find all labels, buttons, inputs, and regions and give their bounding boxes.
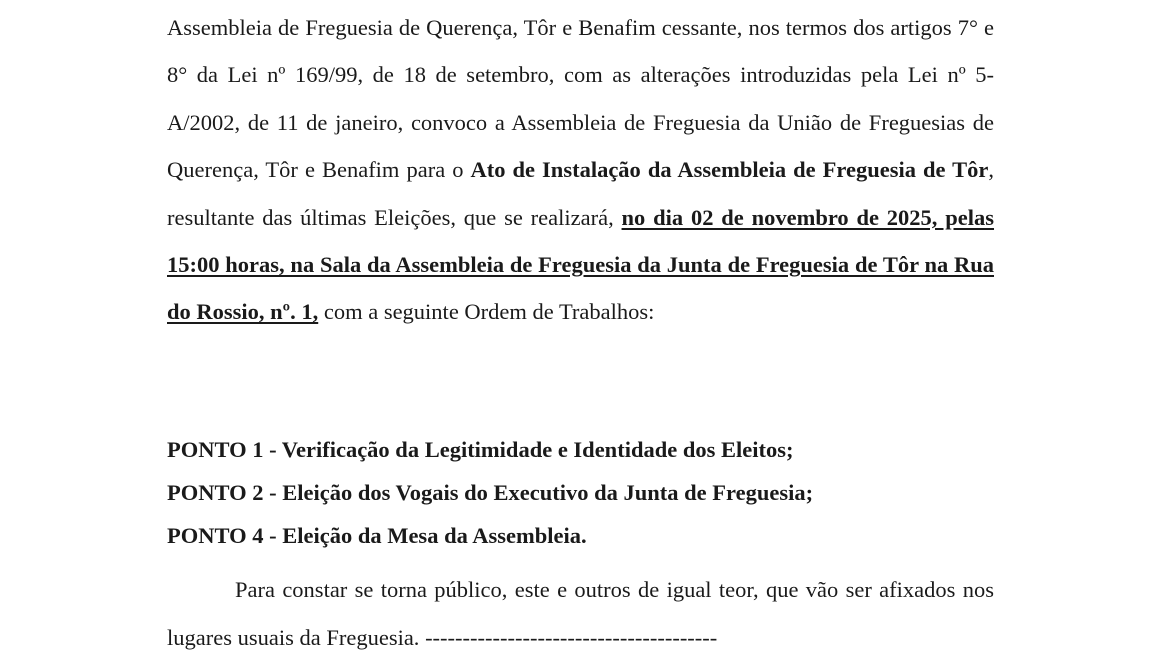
convocation-ending-text: com a seguinte Ordem de Trabalhos:	[323, 299, 655, 325]
meeting-date-place: no dia 02 de novembro de 2025, pelas 15:00 horas, na Sala da Assembleia de Freguesia da Junta de Freguesia de Tôr na Rua do Rossio, nº. 1,	[167, 204, 995, 325]
convocation-middle-text: , resultante das últimas Eleições, que se realizará,	[167, 157, 995, 230]
agenda-point-2: PONTO 2 - Eleição dos Vogais do Executivo da Junta de Freguesia;	[167, 480, 814, 505]
agenda-point-3: PONTO 4 - Eleição da Mesa da Assembleia.	[167, 523, 587, 548]
convocation-paragraph	[167, 4, 994, 336]
publication-paragraph	[167, 566, 994, 661]
agenda-point-1: PONTO 1 - Verificação da Legitimidade e Identidade dos Eleitos;	[167, 437, 794, 462]
publication-text: Para constar se torna público, este e outros de igual teor, que vão ser afixados nos lugares usuais da Freguesia.	[167, 577, 994, 650]
agenda-list	[167, 428, 994, 557]
installation-act-title: Ato de Instalação da Assembleia de Freguesia de Tôr	[470, 157, 989, 183]
convocation-intro-text: Assembleia de Freguesia de Querença, Tôr e Benafim cessante, nos termos dos artigos 7° e 8° da Lei nº 169/99, de 18 de setembro, com as alterações introduzidas pela Lei nº 5-A/2002, de 11 de janeiro, convoco a Assembleia de Freguesia da União de Freguesias de Querença, Tôr e Benafim para o	[167, 15, 994, 183]
filler-dashes: ---------------------------------------	[425, 624, 718, 650]
